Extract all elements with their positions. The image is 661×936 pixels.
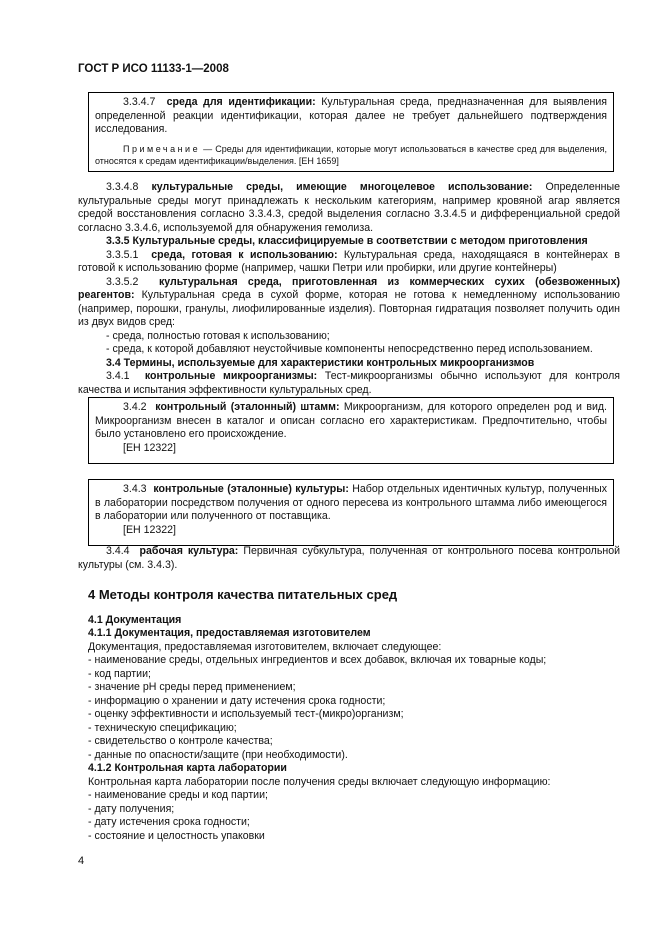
definition: Микроорганизм, для которого определен род и вид. Микроорганизм внесен в каталог и описан согласно его характеристикам. Предпочтительно, чтобы было установлено его происхождение. (95, 401, 607, 440)
section-heading-4-1-2: 4.1.2 Контрольная карта лаборатории (88, 762, 287, 774)
definition-box-3-4-3 (88, 479, 614, 546)
list-item: - свидетельство о контроле качества; (88, 735, 273, 747)
clause-number: 3.4.1 (106, 370, 130, 382)
section-heading-3-4: 3.4 Термины, используемые для характеристики контрольных микроорганизмов (106, 356, 535, 369)
list-item: - среда, полностью готовая к использованию; (106, 329, 330, 342)
list-item: - дату истечения срока годности; (88, 816, 250, 828)
definition: Тест-микроорганизмы обычно используют для контроля качества и испытания эффективности культуральных сред. (78, 370, 620, 396)
list-item: - дату получения; (88, 802, 175, 815)
clause-number: 3.3.5.2 (106, 275, 139, 288)
term: рабочая культура: (139, 545, 239, 557)
section-heading-4-1: 4.1 Документация (88, 613, 182, 626)
clause-number: 3.4.3 (123, 483, 147, 495)
definition: Набор отдельных идентичных культур, полученных в лаборатории посредством получения от одного пересева из контрольного штамма либо имеющегося в лаборатории или полученного от поставщика. (95, 483, 607, 522)
reference: [ЕН 12322] (123, 441, 177, 454)
clause-number: 3.4.4 (106, 545, 130, 557)
definition-box-3-4-2 (88, 397, 614, 464)
definition-box-3-3-4-7 (88, 92, 614, 172)
term: контрольные микроорганизмы: (144, 370, 318, 382)
clause-number: 3.3.4.7 (123, 96, 156, 108)
term: контрольный (эталонный) штамм: (155, 401, 340, 413)
paragraph: Документация, предоставляемая изготовителем, включает следующее: (88, 640, 442, 653)
term: среда для идентификации: (166, 96, 316, 108)
paragraph: Контрольная карта лаборатории после получения среды включает следующую информацию: (88, 775, 551, 788)
list-item: - оценку эффективности и используемый тест-(микро)организм; (88, 708, 404, 720)
list-item: - наименование среды, отдельных ингредиентов и всех добавок, включая их товарные коды; (88, 654, 547, 666)
definition: Культуральная среда в сухой форме, которая не готова к немедленному использованию (например, порошки, гранулы, лиофилированные изделия). Повторная гидратация позволяет получить один из двух видов сред: (78, 289, 620, 328)
term: среда, готовая к использованию: (151, 248, 338, 261)
term: культуральная среда, приготовленная из коммерческих сухих (обезвоженных) реагентов: (78, 275, 620, 301)
list-item: - состояние и целостность упаковки (88, 829, 265, 842)
page-number: 4 (78, 855, 85, 867)
section-heading-3-3-5: 3.3.5 Культуральные среды, классифицируемые в соответствии с методом приготовления (106, 235, 588, 247)
list-item: - значение pH среды перед применением; (88, 681, 296, 693)
term: контрольные (эталонные) культуры: (153, 483, 349, 495)
list-item: - наименование среды и код партии; (88, 789, 268, 801)
definition: Культуральная среда, предназначенная для выявления определенной реакции идентификации, которая далее не требует дальнейшего подтверждения исследования. (95, 96, 607, 135)
section-heading-4-1-1: 4.1.1 Документация, предоставляемая изготовителем (88, 627, 371, 639)
definition: Определенные культуральные среды могут принадлежать к нескольким категориям, например кровяной агар является средой восстановления согласно 3.3.4.3, средой выделения согласно 3.3.4.5 и дифференциальной средой согласно 3.3.4.6, используемой для обнаружения гемолиза. (78, 181, 620, 234)
list-item: - информацию о хранении и дату истечения срока годности; (88, 694, 386, 707)
body-text-1 (78, 181, 620, 397)
reference: [ЕН 12322] (123, 523, 177, 536)
section-heading-4: 4 Методы контроля качества питательных сред (88, 587, 398, 602)
clause-number: 3.4.2 (123, 401, 147, 413)
term: культуральные среды, имеющие многоцелевое использование: (151, 181, 533, 193)
list-item: - техническую спецификацию; (88, 721, 237, 734)
note-label: Примечание (123, 143, 201, 154)
definition: Первичная субкультура, полученная от контрольного посева контрольной культуры (см. 3.4.3). (78, 545, 621, 571)
note-text: — Среды для идентификации, которые могут использоваться в качестве сред для выделения, относятся к средам идентификации/выделения. [ЕН 1659] (95, 143, 607, 166)
list-item: - данные по опасности/защите (при необходимости). (88, 748, 348, 761)
list-item: - среда, к которой добавляют неустойчивые компоненты непосредственно перед использованием. (106, 343, 593, 355)
clause-number: 3.3.5.1 (106, 248, 139, 261)
body-text-2 (78, 545, 620, 843)
definition: Культуральная среда, находящаяся в контейнерах в готовой к использованию форме (например, чашки Петри или пробирки, или другие контейнеры) (78, 248, 620, 274)
clause-number: 3.3.4.8 (106, 181, 139, 193)
list-item: - код партии; (88, 667, 151, 680)
document-header: ГОСТ Р ИСО 11133-1—2008 (78, 63, 229, 75)
